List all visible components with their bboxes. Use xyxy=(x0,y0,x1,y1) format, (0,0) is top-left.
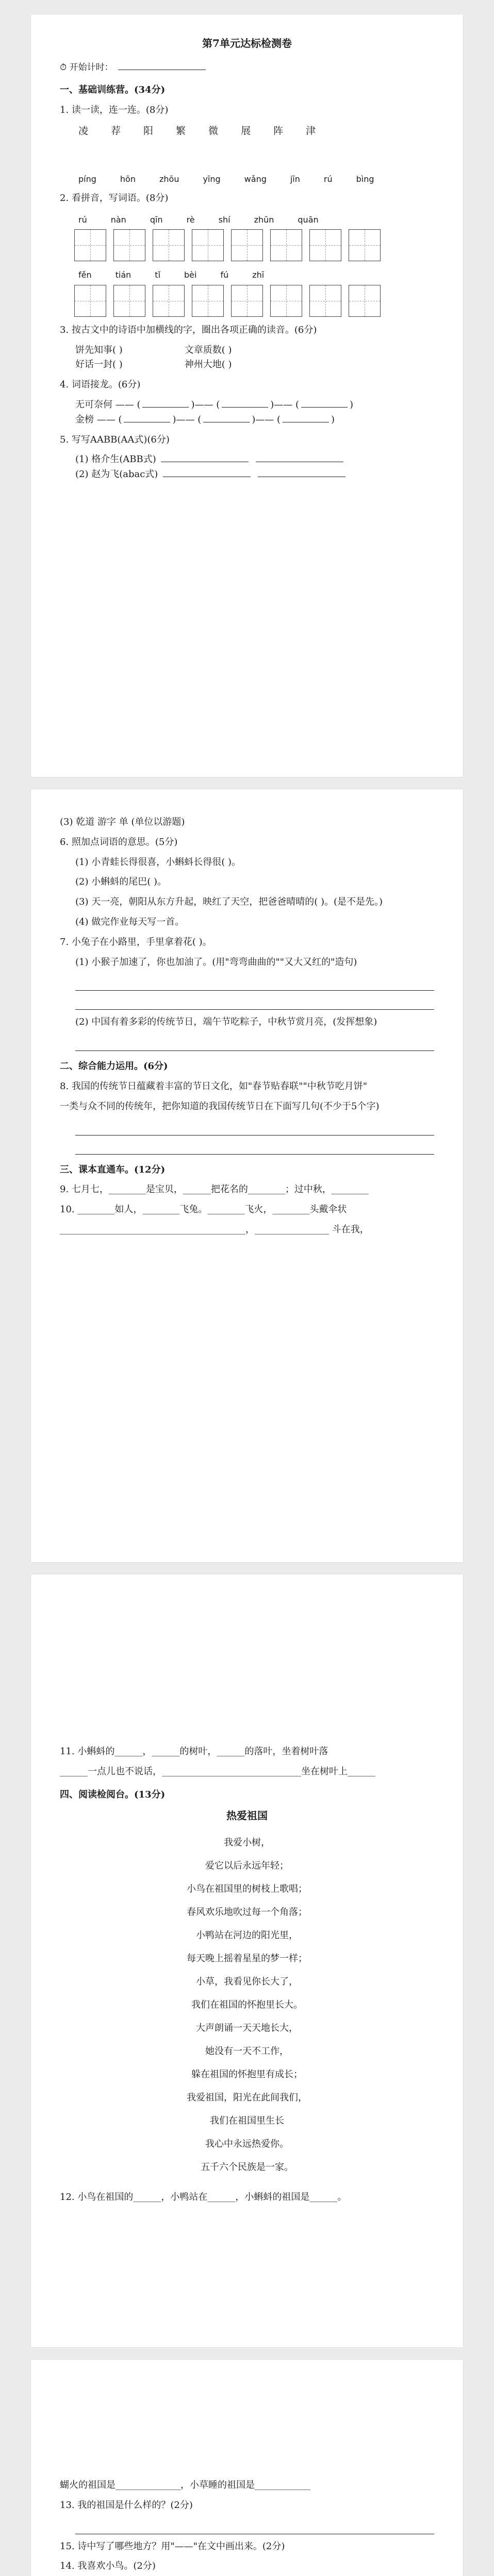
answer-blank[interactable] xyxy=(142,407,189,408)
q4-row-b: 金榜 —— ( )—— ( )—— ( ) xyxy=(75,414,335,425)
tianzi-box[interactable] xyxy=(349,285,381,317)
poem-line: 爱它以后永远年轻； xyxy=(205,1860,289,1872)
char: 展 xyxy=(241,125,251,137)
start-time-label: 开始计时： xyxy=(69,62,113,73)
pinyin-row-2 xyxy=(60,213,434,227)
pinyin-row-3 xyxy=(60,268,434,282)
question-6: 6. 照加点词语的意思。(5分) xyxy=(60,836,178,848)
poem-line: 我心中永远热爱你。 xyxy=(205,2139,289,2150)
clock-icon: ⏱ xyxy=(60,62,67,73)
text-line: 蝴火的祖国是______________，小草睡的祖国是____________ xyxy=(60,2480,310,2490)
question-11: 11. 小蝌蚪的______，______的树叶，______的落叶，坐着树叶落 xyxy=(60,1746,328,1757)
tianzi-box[interactable] xyxy=(74,285,106,317)
q4-prompt: 金榜 —— xyxy=(75,414,116,425)
q3-item: 饼先知事( ) xyxy=(75,344,123,355)
question-1: 1. 读一读，连一连。(8分) xyxy=(60,104,169,115)
question-15: 15. 诗中写了哪些地方？用"——"在文中画出来。(2分) xyxy=(60,2540,285,2552)
answer-line[interactable] xyxy=(75,975,434,991)
poem-line: 我们在祖国里生长 xyxy=(210,2115,284,2127)
char: 津 xyxy=(306,125,316,137)
question-8: 8. 我国的传统节日蕴藏着丰富的节日文化，如"春节贴春联""中秋节吃月饼" xyxy=(60,1080,368,1092)
section-3-heading: 三、课本直通车。(12分) xyxy=(60,1164,166,1175)
section-1-heading: 一、基础训练营。(34分) xyxy=(60,84,166,96)
section-4-heading: 四、阅读检阅台。(13分) xyxy=(60,1789,166,1800)
answer-line[interactable] xyxy=(75,2518,434,2534)
pinyin: tǐ xyxy=(155,270,161,280)
question-14: 14. 我喜欢小鸟。(2分) xyxy=(60,2561,156,2572)
q5-label: (1) 格介生(ABB式) xyxy=(75,454,156,465)
q3-item: 文章质数( ) xyxy=(184,344,232,355)
pinyin: bèi xyxy=(184,270,197,280)
tianzi-grid-row[interactable] xyxy=(60,285,434,317)
poem-line: 我爱小树， xyxy=(224,1837,270,1849)
pinyin: jīn xyxy=(290,174,300,184)
tianzi-box[interactable] xyxy=(349,229,381,261)
pinyin: rú xyxy=(78,214,87,225)
pinyin: wǎng xyxy=(244,174,267,184)
tianzi-box[interactable] xyxy=(270,229,302,261)
answer-line[interactable] xyxy=(75,994,434,1010)
answer-line[interactable] xyxy=(75,1120,434,1136)
tianzi-box[interactable] xyxy=(192,229,224,261)
q5-item xyxy=(60,452,434,467)
q5-item xyxy=(60,467,434,482)
q4-prompt: 无可奈何 —— xyxy=(75,399,134,410)
start-time-row xyxy=(60,61,434,75)
poem-line: 躲在祖国的怀抱里有成长； xyxy=(191,2069,303,2080)
text-line: (2) 中国有着多彩的传统节日，端午节吃粽子，中秋节赏月亮，(发挥想象) xyxy=(75,1016,377,1028)
q4-row-a: 无可奈何 —— ( )—— ( )—— ( ) xyxy=(75,399,354,410)
pinyin: rú xyxy=(323,174,333,184)
question-12: 12. 小鸟在祖国的______，小鸭站在______，小蝌蚪的祖国是______。 xyxy=(60,2192,347,2203)
char: 凌 xyxy=(78,125,89,137)
poem-line: 五千六个民族是一家。 xyxy=(201,2162,293,2173)
answer-line[interactable] xyxy=(75,1035,434,1051)
poem-line: 我们在祖国的怀抱里长大。 xyxy=(191,1999,303,2011)
q3-row-1 xyxy=(60,343,434,358)
poem-line: 我爱祖国，阳光在此间我们， xyxy=(187,2092,307,2104)
char: 微 xyxy=(208,125,219,137)
question-10: 10. ________如人，________飞兔。________飞火，________头戴伞状 xyxy=(60,1204,347,1215)
answer-line[interactable] xyxy=(75,1139,434,1155)
char: 荐 xyxy=(111,125,121,137)
poem-line: 春风欢乐地吹过每一个角落； xyxy=(187,1907,307,1918)
tianzi-grid-row[interactable] xyxy=(60,229,434,261)
page-3 xyxy=(31,1574,463,2347)
pinyin: bìng xyxy=(356,174,374,184)
pinyin: fú xyxy=(220,270,229,280)
pinyin: tián xyxy=(115,270,131,280)
question-4: 4. 词语接龙。(6分) xyxy=(60,379,141,391)
pinyin: qīn xyxy=(150,214,163,225)
char: 阳 xyxy=(143,125,154,137)
pinyin: zhūn xyxy=(254,214,274,225)
pinyin: zhōu xyxy=(159,174,179,184)
poem-line: 小鸭站在河边的阳光里， xyxy=(196,1930,298,1941)
page-2 xyxy=(31,789,463,1562)
question-9: 9. 七月七，________是宝贝，______把花名的________；过中秋，________ xyxy=(60,1184,369,1195)
pinyin: shí xyxy=(218,214,230,225)
text-line: (1) 小青蛙长得很喜，小蝌蚪长得很( )。 xyxy=(75,856,241,868)
section-2-heading: 二、综合能力运用。(6分) xyxy=(60,1061,168,1072)
pinyin: quān xyxy=(298,214,319,225)
pinyin: hōn xyxy=(120,174,136,184)
question-13: 13. 我的祖国是什么样的？(2分) xyxy=(60,2499,193,2511)
q3-item: 神州大地( ) xyxy=(184,359,232,370)
tianzi-box[interactable] xyxy=(270,285,302,317)
tianzi-box[interactable] xyxy=(153,229,185,261)
poem-line: 小鸟在祖国里的树枝上歌唱； xyxy=(187,1884,307,1895)
tianzi-box[interactable] xyxy=(113,285,145,317)
pinyin: píng xyxy=(78,174,96,184)
poem-line: 每天晚上摇着星星的梦一样； xyxy=(187,1953,307,1964)
poem-line: 小草，我看见你长大了， xyxy=(196,1976,298,1988)
char: 阵 xyxy=(273,125,284,137)
answer-blank[interactable] xyxy=(301,407,348,408)
pinyin: zhī xyxy=(252,270,265,280)
q3-row-2 xyxy=(60,358,434,372)
text-line: (2) 小蝌蚪的尾巴( )。 xyxy=(75,876,167,888)
pinyin-row xyxy=(60,173,434,186)
pinyin: yīng xyxy=(203,174,221,184)
question-2: 2. 看拼音，写词语。(8分) xyxy=(60,192,169,204)
pinyin: nàn xyxy=(110,214,126,225)
text-line: (4) 做完作业每天写一首。 xyxy=(75,916,185,927)
question-7: 7. 小兔子在小路里，手里拿着花( )。 xyxy=(60,936,212,947)
q5-label: (2) 赵为飞(abac式) xyxy=(75,469,158,480)
poem-line: 大声朗诵一天天地长大， xyxy=(196,2023,298,2034)
question-5: 5. 写写AABB(AA式)(6分) xyxy=(60,434,170,445)
pinyin: fěn xyxy=(78,270,92,280)
tianzi-box[interactable] xyxy=(309,229,341,261)
tianzi-box[interactable] xyxy=(113,229,145,261)
text-line: (3) 乾道 游字 单 (单位以游题) xyxy=(60,817,185,827)
tianzi-box[interactable] xyxy=(231,285,263,317)
page-1 xyxy=(31,14,463,777)
text-line: (3) 天一亮，朝阳从东方升起，映红了天空，把爸爸晴晴的( )。(是不是先。) xyxy=(75,896,383,908)
tianzi-box[interactable] xyxy=(309,285,341,317)
poem-title: 热爱祖国 xyxy=(226,1809,268,1822)
text-line: ______一点儿也不说话，______________________________坐在树叶上______ xyxy=(60,1766,375,1777)
tianzi-box[interactable] xyxy=(74,229,106,261)
text-line: 一类与众不同的传统年，把你知道的我国传统节日在下面写几句(不少于5个字) xyxy=(60,1100,380,1112)
text-line: ________________________________________，________________ 斗在我， xyxy=(60,1224,369,1235)
poem xyxy=(60,1831,434,2179)
tianzi-box[interactable] xyxy=(153,285,185,317)
tianzi-box[interactable] xyxy=(192,285,224,317)
page-title: 第7单元达标检测卷 xyxy=(202,37,292,49)
tianzi-box[interactable] xyxy=(231,229,263,261)
page-4 xyxy=(31,2360,463,2576)
text-line: (1) 小猴子加速了，你也加油了。(用"弯弯曲曲的""又大又红的"造句) xyxy=(75,956,357,968)
question-3: 3. 按古文中的诗语中加横线的字，圈出各项正确的读音。(6分) xyxy=(60,324,317,335)
q3-item: 好话一封( ) xyxy=(75,359,123,370)
char-row xyxy=(60,123,434,139)
poem-line: 她没有一天不工作， xyxy=(205,2046,289,2057)
connect-space[interactable] xyxy=(60,145,434,165)
pinyin: rè xyxy=(186,214,195,225)
answer-blank[interactable] xyxy=(222,407,268,408)
char: 繁 xyxy=(176,125,186,137)
